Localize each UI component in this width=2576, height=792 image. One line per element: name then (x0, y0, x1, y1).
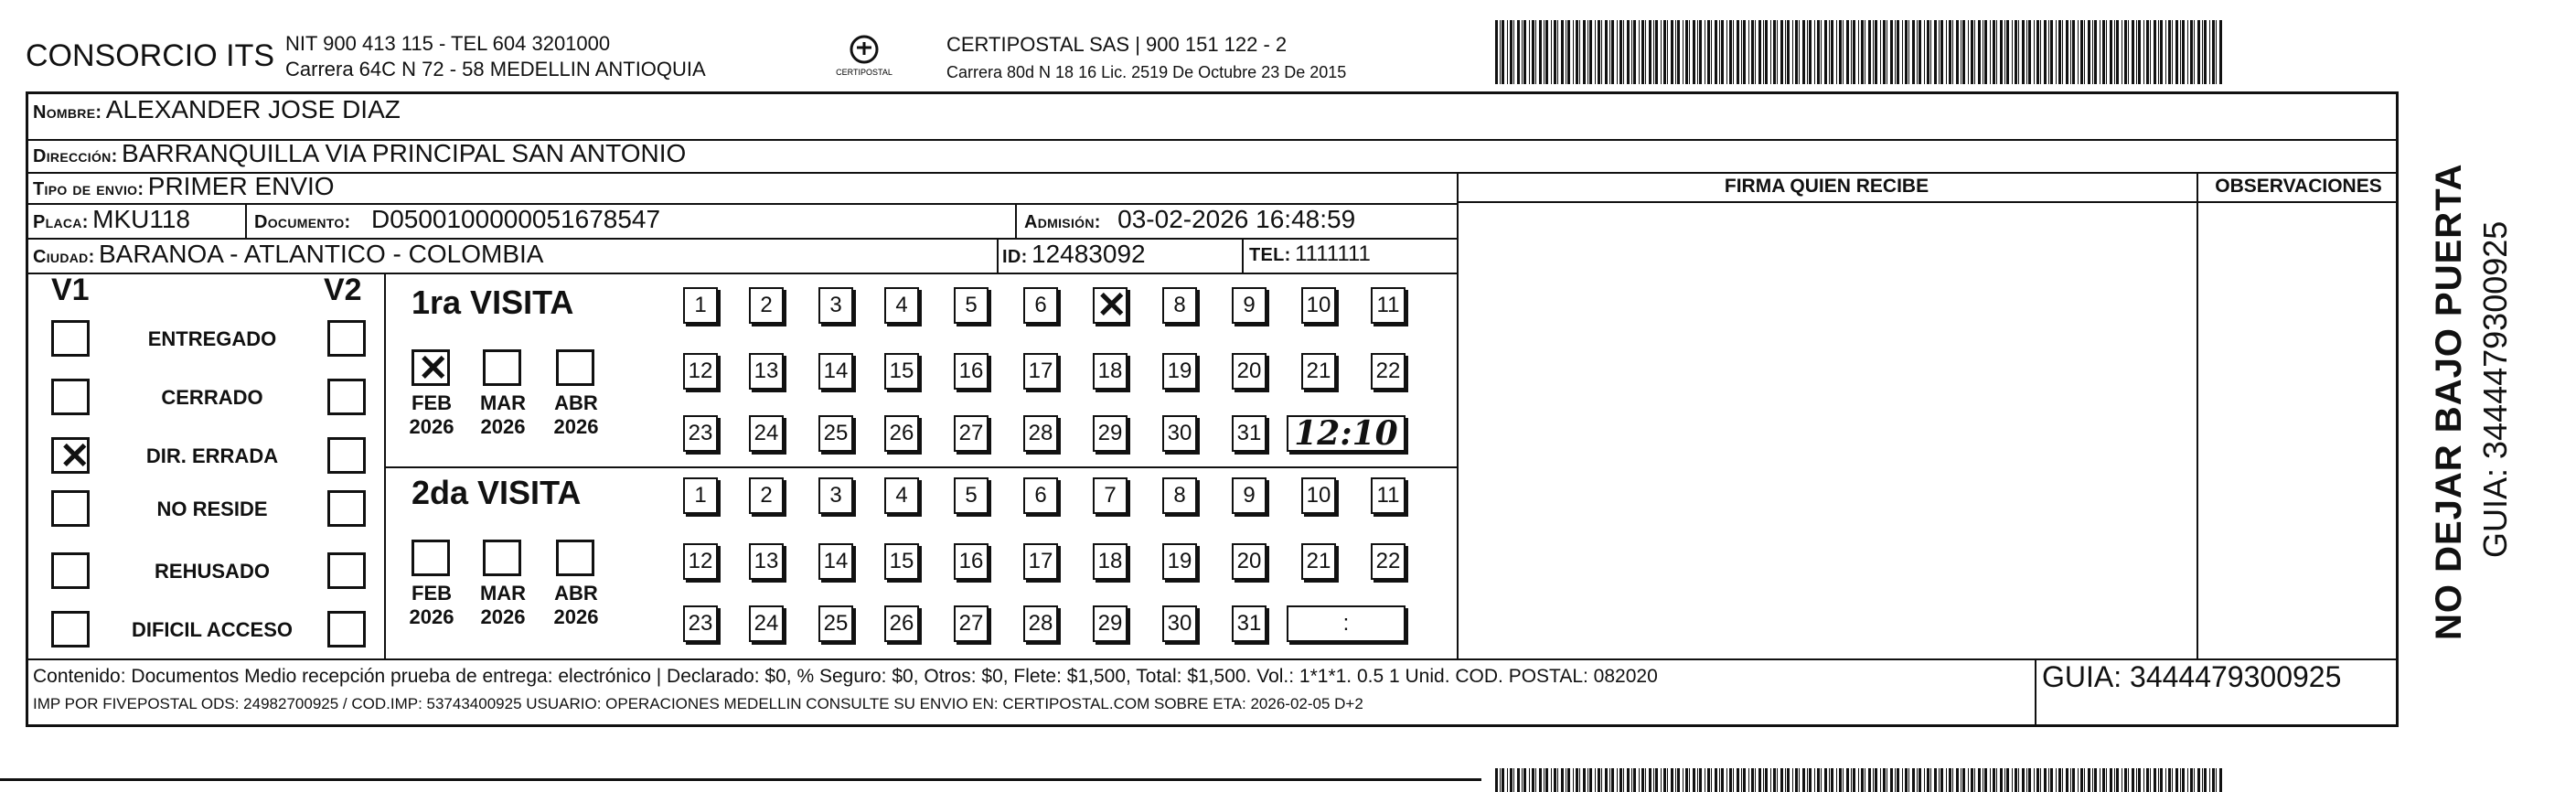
check-mark-icon: ✕ (59, 436, 91, 476)
status-label: CERRADO (161, 386, 263, 409)
month-label: ABR 2026 (553, 391, 599, 438)
nombre-label: Nombre: (33, 102, 102, 123)
day-box[interactable]: 29 (1093, 605, 1128, 642)
day-box[interactable]: 15 (884, 353, 919, 390)
v1-checkbox[interactable] (51, 490, 90, 527)
day-box[interactable]: 19 (1162, 543, 1197, 580)
tel-value: 1111111 (1295, 241, 1371, 266)
day-box[interactable]: 12 (683, 353, 718, 390)
month-label: FEB 2026 (409, 391, 454, 438)
day-box[interactable]: 4 (884, 477, 919, 514)
day-box[interactable]: 14 (818, 353, 853, 390)
id-row (1002, 240, 1146, 269)
time-box[interactable] (1287, 415, 1406, 452)
day-box[interactable]: 26 (884, 415, 919, 452)
day-box[interactable]: 10 (1301, 287, 1336, 324)
day-box[interactable]: 20 (1232, 543, 1267, 580)
day-box[interactable]: 9 (1232, 287, 1267, 324)
tipo-envio-label: Tipo de envio: (33, 179, 144, 199)
id-label: ID: (1002, 247, 1028, 267)
shipment-contents: Contenido: Documentos Medio recepción prueba de entrega: electrónico | Declarado: $0, % Seguro: $0, Otros: $0, Flete: $1,500, Total: $1,500. Vol.: 1*1*1. 0.5 1 Unid. COD. POSTAL: 082020 (33, 666, 1658, 687)
logo-text: CERTIPOSTAL (836, 68, 893, 77)
status-label: DIFICIL ACCESO (131, 618, 293, 641)
bottom-barcode-fragment (1495, 768, 2227, 792)
ciudad-value: BARANOA - ATLANTICO - COLOMBIA (99, 240, 544, 268)
day-box[interactable]: 31 (1232, 415, 1267, 452)
day-box[interactable]: 2 (749, 287, 784, 324)
v1-header: V1 (51, 273, 90, 307)
v1-checkbox[interactable] (51, 552, 90, 589)
day-box[interactable]: 14 (818, 543, 853, 580)
v1-checkbox[interactable] (51, 611, 90, 648)
day-box[interactable]: 3 (818, 477, 853, 514)
month-label: MAR 2026 (479, 582, 527, 628)
v2-checkbox[interactable] (327, 490, 366, 527)
day-box[interactable]: 17 (1023, 353, 1058, 390)
month-checkbox-mar[interactable] (483, 349, 521, 386)
day-box[interactable]: 11 (1371, 477, 1406, 514)
tel-row (1249, 241, 1371, 267)
day-box[interactable]: 9 (1232, 477, 1267, 514)
day-box[interactable]: 31 (1232, 605, 1267, 642)
v2-checkbox[interactable] (327, 437, 366, 474)
status-label: ENTREGADO (147, 327, 277, 350)
day-box[interactable]: 26 (884, 605, 919, 642)
day-box[interactable]: 4 (884, 287, 919, 324)
day-box[interactable]: 25 (818, 605, 853, 642)
month-checkbox-feb[interactable] (412, 540, 450, 576)
admision-row (1024, 205, 1355, 234)
first-visit-title: 1ra VISITA (412, 284, 574, 321)
day-box[interactable]: 18 (1093, 543, 1128, 580)
month-label: MAR 2026 (479, 391, 527, 438)
day-box[interactable]: 21 (1301, 353, 1336, 390)
guia-number: GUIA: 3444479300925 (2042, 660, 2342, 693)
admision-label: Admisión: (1024, 212, 1101, 232)
day-box[interactable]: 23 (683, 415, 718, 452)
day-box[interactable]: 2 (749, 477, 784, 514)
day-box[interactable]: 29 (1093, 415, 1128, 452)
day-box[interactable]: 25 (818, 415, 853, 452)
day-box[interactable]: 27 (954, 605, 989, 642)
month-checkbox-mar[interactable] (483, 540, 521, 576)
day-box[interactable]: 17 (1023, 543, 1058, 580)
certipostal-logo (814, 29, 914, 84)
visit-time: : (1342, 611, 1350, 636)
documento-label: Documento: (254, 212, 351, 232)
v1-checkbox[interactable] (51, 379, 90, 415)
day-box[interactable]: 18 (1093, 353, 1128, 390)
postal-operator-info (946, 31, 1346, 86)
documento-row (254, 205, 660, 234)
day-box[interactable]: 5 (954, 477, 989, 514)
ciudad-label: Ciudad: (33, 247, 95, 267)
side-warning: NO DEJAR BAJO PUERTA (2429, 163, 2469, 640)
placa-value: MKU118 (92, 205, 190, 233)
tracking-barcode (1495, 20, 2227, 84)
day-box[interactable]: 30 (1162, 415, 1197, 452)
tipo-envio-value: PRIMER ENVIO (147, 172, 335, 200)
v2-checkbox[interactable] (327, 320, 366, 357)
operator-license: Carrera 80d N 18 16 Lic. 2519 De Octubre 23 De 2015 (946, 63, 1347, 81)
check-mark-icon: ✕ (418, 348, 449, 389)
day-box[interactable]: 8 (1162, 477, 1197, 514)
id-value: 12483092 (1031, 240, 1146, 268)
company-address: Carrera 64C N 72 - 58 MEDELLIN ANTIOQUIA (285, 58, 706, 80)
status-label: REHUSADO (155, 560, 270, 583)
company-info (285, 31, 706, 82)
day-box[interactable]: 10 (1301, 477, 1336, 514)
v2-checkbox[interactable] (327, 379, 366, 415)
admision-value: 03-02-2026 16:48:59 (1117, 205, 1356, 233)
v1-checkbox[interactable] (51, 437, 90, 474)
company-name: CONSORCIO ITS (26, 38, 275, 73)
direccion-label: Dirección: (33, 146, 118, 166)
status-label: DIR. ERRADA (145, 444, 279, 467)
day-box[interactable]: 27 (954, 415, 989, 452)
check-mark-icon: ✕ (1096, 285, 1128, 326)
day-box[interactable]: 16 (954, 353, 989, 390)
ciudad-row (33, 240, 543, 269)
day-box[interactable]: 12 (683, 543, 718, 580)
day-box[interactable]: 20 (1232, 353, 1267, 390)
v1-checkbox[interactable] (51, 320, 90, 357)
direccion-row (33, 139, 686, 168)
day-box[interactable] (1093, 287, 1128, 324)
day-box[interactable]: 24 (749, 415, 784, 452)
status-label: NO RESIDE (156, 498, 268, 520)
placa-row (33, 205, 190, 234)
day-box[interactable]: 3 (818, 287, 853, 324)
day-box[interactable]: 22 (1371, 353, 1406, 390)
side-guia: GUIA: 3444479300925 (2476, 220, 2514, 558)
tipo-envio-row (33, 172, 335, 201)
day-box[interactable]: 13 (749, 543, 784, 580)
operator-name: CERTIPOSTAL SAS | 900 151 122 - 2 (946, 33, 1288, 56)
v2-checkbox[interactable] (327, 552, 366, 589)
v2-header: V2 (324, 273, 362, 307)
tel-label: TEL: (1249, 245, 1291, 265)
day-box[interactable]: 30 (1162, 605, 1197, 642)
placa-label: Placa: (33, 212, 89, 232)
nombre-row (33, 95, 401, 124)
day-box[interactable]: 1 (683, 477, 718, 514)
day-box[interactable]: 7 (1093, 477, 1128, 514)
day-box[interactable]: 1 (683, 287, 718, 324)
direccion-value: BARRANQUILLA VIA PRINCIPAL SAN ANTONIO (122, 139, 687, 167)
day-box[interactable]: 8 (1162, 287, 1197, 324)
second-visit-title: 2da VISITA (412, 474, 582, 511)
v2-checkbox[interactable] (327, 611, 366, 648)
time-box[interactable] (1287, 605, 1406, 642)
visit-time: 12:10 (1294, 414, 1398, 453)
day-box[interactable]: 5 (954, 287, 989, 324)
month-checkbox-feb[interactable] (412, 348, 450, 389)
print-info: IMP POR FIVEPOSTAL ODS: 24982700925 / COD.IMP: 53743400925 USUARIO: OPERACIONES MEDELLIN CONSULTE SU ENVIO EN: CERTIPOSTAL.COM SOBRE ETA: 2026-02-05 D+2 (33, 695, 1363, 712)
month-checkbox-abr[interactable] (556, 540, 594, 576)
firma-header: FIRMA QUIEN RECIBE (1724, 176, 1929, 197)
day-box[interactable]: 6 (1023, 477, 1058, 514)
day-box[interactable]: 28 (1023, 415, 1058, 452)
month-checkbox-abr[interactable] (556, 349, 594, 386)
day-box[interactable]: 11 (1371, 287, 1406, 324)
month-label: FEB 2026 (409, 582, 454, 628)
day-box[interactable]: 19 (1162, 353, 1197, 390)
documento-value: D0500100000051678547 (370, 205, 661, 233)
day-box[interactable]: 23 (683, 605, 718, 642)
day-box[interactable]: 15 (884, 543, 919, 580)
day-box[interactable]: 13 (749, 353, 784, 390)
day-box[interactable]: 21 (1301, 543, 1336, 580)
day-box[interactable]: 28 (1023, 605, 1058, 642)
nit-line: NIT 900 413 115 - TEL 604 3201000 (285, 32, 611, 55)
month-label: ABR 2026 (553, 582, 599, 628)
day-box[interactable]: 6 (1023, 287, 1058, 324)
day-box[interactable]: 16 (954, 543, 989, 580)
nombre-value: ALEXANDER JOSE DIAZ (105, 95, 401, 123)
day-box[interactable]: 22 (1371, 543, 1406, 580)
day-box[interactable]: 24 (749, 605, 784, 642)
observaciones-header: OBSERVACIONES (2215, 176, 2382, 197)
